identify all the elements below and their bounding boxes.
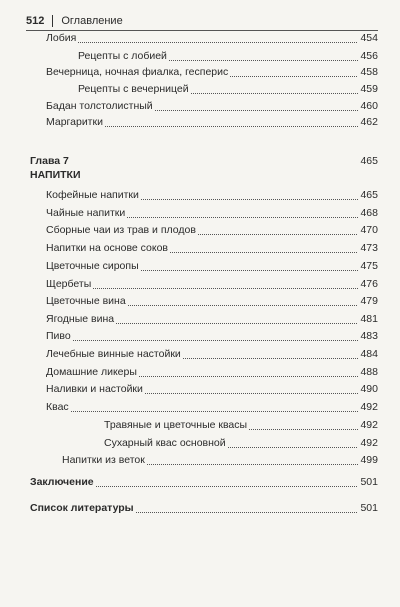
toc-entry: Чайные напитки 468: [46, 207, 378, 219]
toc-entry: Цветочные сиропы 475: [46, 260, 378, 272]
toc-entry: Домашние ликеры 488: [46, 366, 378, 378]
chapter-title: НАПИТКИ: [30, 169, 81, 181]
toc-entry: Бадан толстолистный 460: [46, 100, 378, 112]
toc-entry: Кофейные напитки 465: [46, 189, 378, 201]
toc-entry: Сухарный квас основной 492: [104, 437, 378, 449]
toc-entry: Лечебные винные настойки 484: [46, 348, 378, 360]
toc-entry: Квас 492: [46, 401, 378, 413]
toc-entry: Травяные и цветочные квасы 492: [104, 419, 378, 431]
toc-entry: Маргаритки 462: [46, 116, 378, 128]
toc-entry: Рецепты с вечерницей 459: [78, 83, 378, 95]
toc-entry: Список литературы 501: [30, 502, 378, 514]
toc-entry: Ягодные вина 481: [46, 313, 378, 325]
toc-entry: Цветочные вина 479: [46, 295, 378, 307]
toc-entry: Рецепты с лобией 456: [78, 50, 378, 62]
toc-entry: Щербеты 476: [46, 278, 378, 290]
toc-entry: Напитки на основе соков 473: [46, 242, 378, 254]
toc-entry: Пиво 483: [46, 330, 378, 342]
toc-entry: Вечерница, ночная фиалка, гесперис 458: [46, 66, 378, 78]
chapter-entry: Глава 7 465: [30, 155, 378, 167]
toc-entry: Сборные чаи из трав и плодов 470: [46, 224, 378, 236]
page-number: 512: [26, 15, 45, 27]
toc-entry: Напитки из веток 499: [62, 454, 378, 466]
toc-entry: Лобия 454: [46, 32, 378, 44]
toc-entry: Наливки и настойки 490: [46, 383, 378, 395]
section-title: Оглавление: [61, 15, 123, 27]
toc-entry: Заключение 501: [30, 476, 378, 488]
